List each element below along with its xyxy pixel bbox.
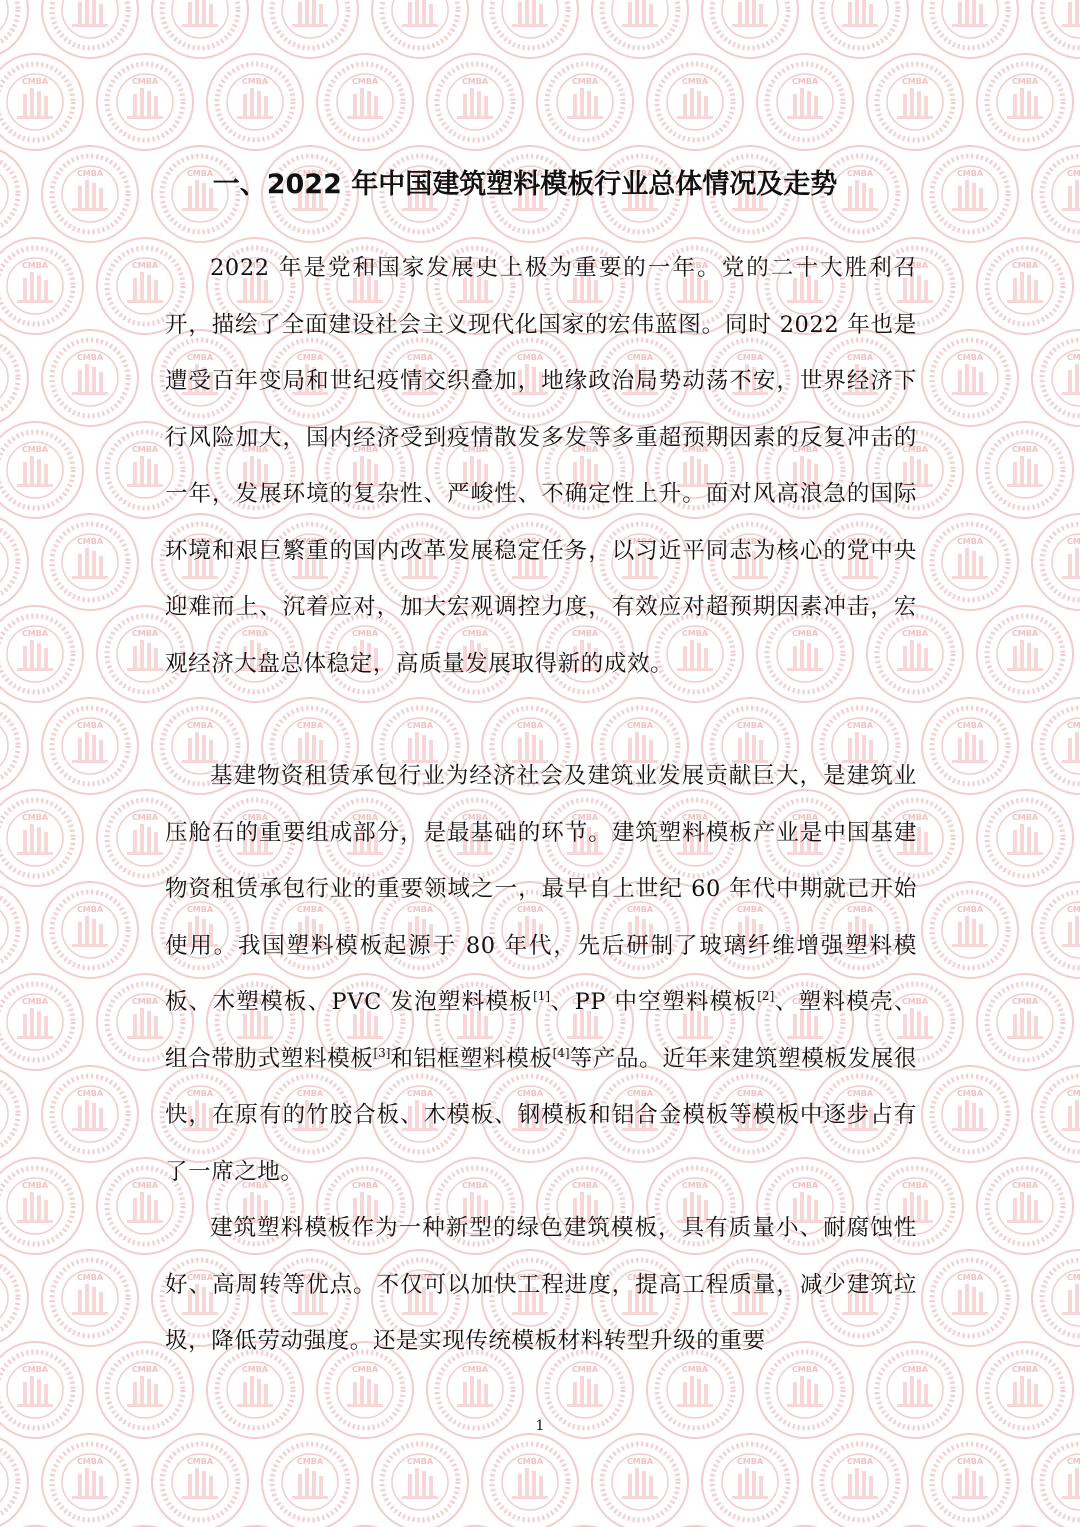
page-number: 1	[535, 1418, 545, 1434]
reference-3: [3]	[373, 1045, 391, 1060]
paragraph-text: 和铝框塑料模板	[390, 1045, 553, 1072]
reference-4: [4]	[552, 1045, 570, 1060]
reference-1: [1]	[533, 989, 551, 1003]
paragraph-plastic-formwork-advantages: 建筑塑料模板作为一种新型的绿色建筑模板，具有质量小、耐腐蚀性好、高周转等优点。不仅可以加快工程进度，提高工程质量，减少建筑垃圾，降低劳动强度。还是实现传统模板材料转型升级的重要	[165, 1215, 917, 1354]
paragraph-text: 、PP 中空塑料模板	[550, 989, 758, 1015]
reference-2: [2]	[757, 989, 775, 1003]
paragraph-industry-background	[165, 748, 917, 1200]
paragraph-text: 等产品。近年来建筑塑模板发展很快，在原有的竹胶合板、木模板、钢模板和铝合金模板等模板中逐步占有了一席之地。	[165, 1045, 917, 1185]
paragraph-text: 基建物资租赁承包行业为经济社会及建筑业发展贡献巨大，是建筑业压舱石的重要组成部分，是最基础的环节。建筑塑料模板产业是中国基建物资租赁承包行业的重要领域之一，最早自上世纪 60 年代中期就已开始使用。我国塑料模板起源于 80 年代，先后研制了玻璃纤维增强塑料模板、木塑模板、PVC 发泡塑料模板	[165, 763, 917, 1015]
paragraph-text: 、塑料模壳、组合带肋式塑料模板	[165, 989, 917, 1072]
section-title: 一、2022 年中国建筑塑料模板行业总体情况及走势	[212, 169, 838, 200]
paragraph-2022-overview: 2022 年是党和国家发展史上极为重要的一年。党的二十大胜利召开，描绘了全面建设社会主义现代化国家的宏伟蓝图。同时 2022 年也是遭受百年变局和世纪疫情交织叠加，地缘政治局势动荡不安，世界经济下行风险加大，国内经济受到疫情散发多发等多重超预期因素的反复冲击的一年，发展环境的复杂性、严峻性、不确定性上升。面对风高浪急的国际环境和艰巨繁重的国内改革发展稳定任务，以习近平同志为核心的党中央迎难而上、沉着应对，加大宏观调控力度，有效应对超预期因素冲击，宏观经济大盘总体稳定，高质量发展取得新的成效。	[165, 255, 917, 677]
